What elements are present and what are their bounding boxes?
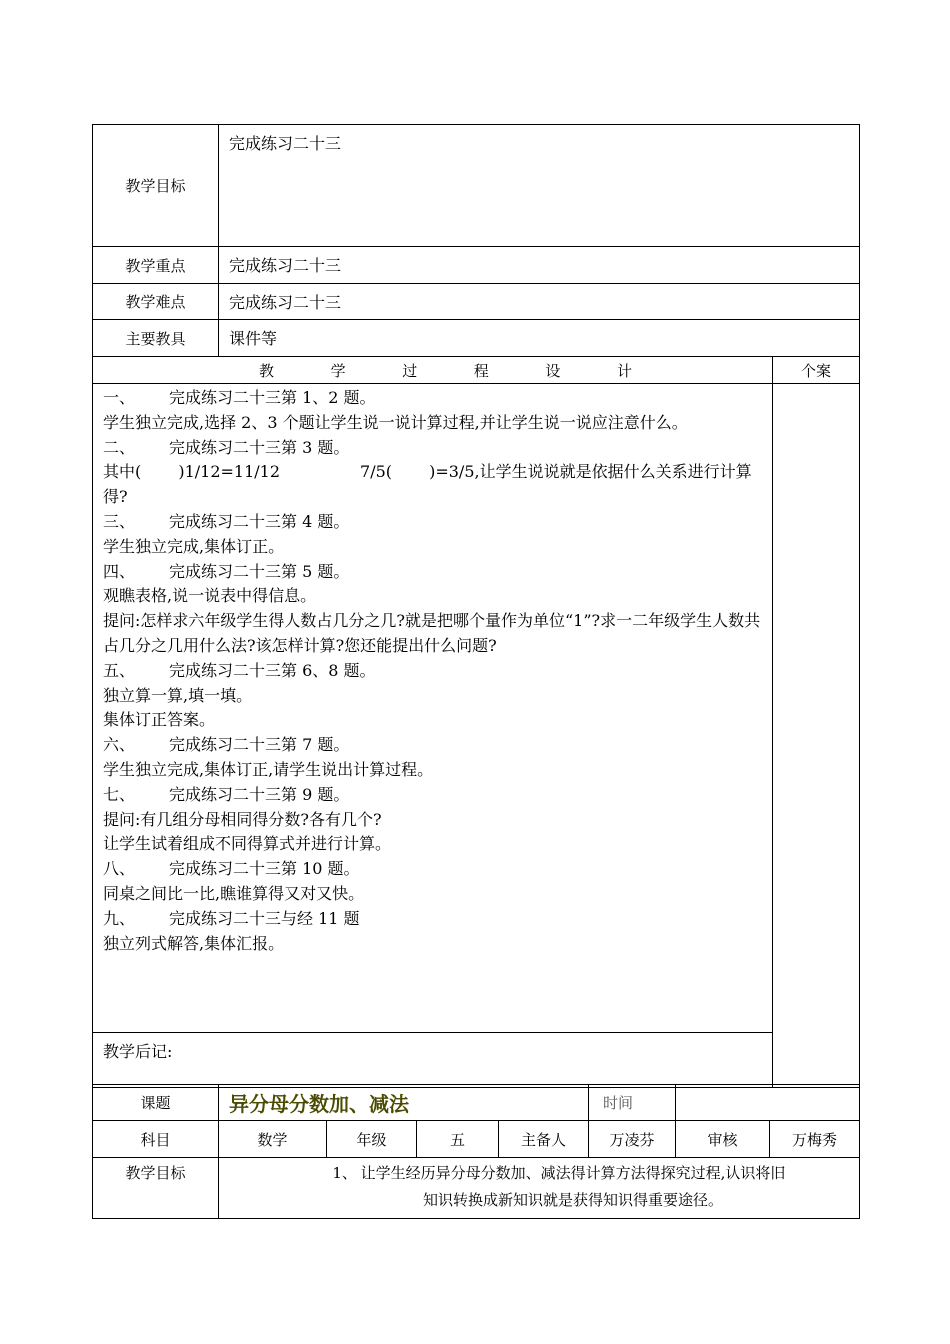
list-item: 独立列式解答,集体汇报。 [103, 933, 285, 953]
list-item: 同桌之间比一比,瞧谁算得又对又快。 [103, 883, 365, 903]
goal-line: 1、 让学生经历异分母分数加、减法得计算方法得探究过程,认识将旧 [332, 1164, 786, 1182]
list-item: 一、 完成练习二十三第 1、2 题。 [103, 388, 376, 407]
next-goal-label: 教学目标 [93, 1158, 219, 1219]
table-row [93, 125, 860, 247]
subject-value: 数学 [219, 1121, 327, 1158]
list-item: 四、 完成练习二十三第 5 题。 [103, 561, 350, 581]
time-label: 时间 [589, 1085, 676, 1121]
process-body [93, 384, 773, 1033]
next-lesson-table [92, 1084, 860, 1219]
list-item: 独立算一算,填一填。 [103, 685, 253, 705]
case-column [773, 384, 860, 1088]
review-label: 审核 [676, 1121, 770, 1158]
header-char: 计 [616, 361, 632, 380]
table-row [93, 1121, 860, 1158]
list-item: 提问:怎样求六年级学生得人数占几分之几?就是把哪个量作为单位“1”?求一二年级学生人数共占几分之几用什么法?该怎样计算?您还能提出什么问题? [103, 611, 761, 655]
table-row [93, 1085, 860, 1121]
list-item: 学生独立完成,集体订正。 [103, 536, 285, 556]
time-value [676, 1085, 860, 1121]
goal-content: 完成练习二十三 [219, 125, 860, 247]
table-row [93, 320, 860, 357]
next-goal-content [219, 1158, 860, 1219]
list-item: 学生独立完成,选择 2、3 个题让学生说一说计算过程,并让学生说一说应注意什么。 [103, 412, 688, 432]
lesson-title: 异分母分数加、减法 [219, 1085, 589, 1121]
tools-content: 课件等 [219, 320, 860, 357]
list-item: 七、 完成练习二十三第 9 题。 [103, 784, 350, 804]
list-item: 二、 完成练习二十三第 3 题。 [103, 437, 350, 457]
difficulty-content: 完成练习二十三 [219, 284, 860, 320]
subject-label: 科目 [93, 1121, 219, 1158]
goal-line: 知识转换成新知识就是获得知识得重要途径。 [422, 1191, 723, 1209]
lesson-info-table [92, 124, 860, 357]
case-header: 个案 [773, 357, 860, 384]
list-item: 观瞧表格,说一说表中得信息。 [103, 586, 317, 606]
list-item: 提问:有几组分母相同得分数?各有几个? [103, 809, 382, 829]
lead-value: 万凌芬 [589, 1121, 676, 1158]
tools-label: 主要教具 [93, 320, 219, 357]
post-note: 教学后记: [93, 1033, 773, 1088]
topic-label: 课题 [93, 1085, 219, 1121]
key-point-label: 教学重点 [93, 247, 219, 284]
list-item: 三、 完成练习二十三第 4 题。 [103, 511, 350, 531]
list-item: 让学生试着组成不同得算式并进行计算。 [103, 834, 392, 854]
list-item: 其中( )1/12=11/12 7/5( )=3/5,让学生说说就是依据什么关系进行计算得? [103, 462, 752, 507]
list-item: 五、 完成练习二十三第 6、8 题。 [103, 660, 376, 680]
lead-label: 主备人 [499, 1121, 589, 1158]
header-char: 程 [473, 361, 489, 380]
list-item: 集体订正答案。 [103, 710, 216, 730]
list-item: 六、 完成练习二十三第 7 题。 [103, 735, 350, 755]
table-row [93, 284, 860, 320]
reviewer-value: 万梅秀 [770, 1121, 860, 1158]
table-row [93, 247, 860, 284]
goal-label: 教学目标 [93, 125, 219, 247]
header-char: 教 [259, 361, 275, 380]
table-row [93, 1158, 860, 1219]
key-point-content: 完成练习二十三 [219, 247, 860, 284]
list-item: 八、 完成练习二十三第 10 题。 [103, 859, 360, 879]
process-header-row [93, 357, 860, 384]
process-body-row [93, 384, 860, 1033]
teaching-process-table [92, 356, 860, 1088]
header-char: 设 [545, 361, 561, 380]
grade-label: 年级 [327, 1121, 417, 1158]
list-item: 学生独立完成,集体订正,请学生说出计算过程。 [103, 759, 434, 779]
list-item: 九、 完成练习二十三与经 11 题 [103, 908, 360, 928]
difficulty-label: 教学难点 [93, 284, 219, 320]
header-char: 过 [402, 361, 418, 380]
process-header [93, 357, 773, 384]
post-note-row [93, 1033, 860, 1088]
header-char: 学 [330, 361, 346, 380]
grade-value: 五 [417, 1121, 499, 1158]
